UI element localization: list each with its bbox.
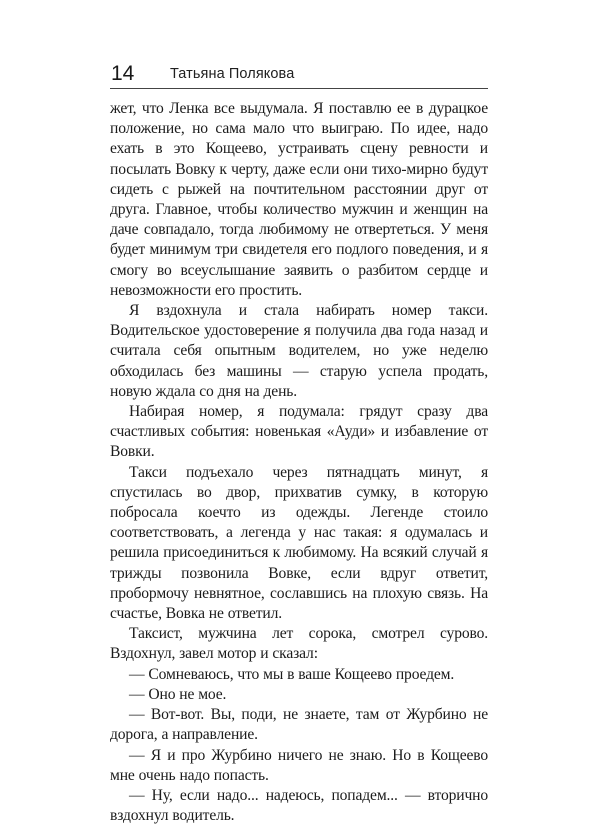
page-number: 14 xyxy=(111,62,135,85)
paragraph-4: Такси подъехало через пятнадцать минут, я спустилась во двор, прихватив сумку, в которую побросала коечто из одежды. Легенде стоило соответствовать, а легенда у нас такая: я одумалась и решила присоединиться к любимому. На всякий случай я трижды позвонила Вовке, если вдруг ответит, пробормочу невнятное, сославшись на плохую связь. На счастье, Вовка не ответил. xyxy=(110,463,488,623)
author-name: Татьяна Полякова xyxy=(170,66,295,82)
dialogue-line-2: — Оно не мое. xyxy=(129,685,227,703)
page-header xyxy=(110,57,488,91)
dialogue-line-4: — Я и про Журбино ничего не знаю. Но в Кощеево мне очень надо попасть. xyxy=(110,746,488,784)
paragraph-3: Набирая номер, я подумала: грядут сразу два счастливых события: новенькая «Ауди» и избавление от Вовки. xyxy=(110,403,488,461)
paragraph-2: Я вздохнула и стала набирать номер такси. Водительское удостоверение я получила два года назад и считала себя опытным водителем, но уже неделю обходилась без машины — старую успела продать, новую ждала со дня на день. xyxy=(110,302,488,400)
dialogue-line-3: — Вот-вот. Вы, поди, не знаете, там от Журбино не дорога, а направление. xyxy=(110,706,488,744)
dialogue-line-5: — Ну, если надо... надеюсь, попадем... — вторично вздохнул водитель. xyxy=(110,786,488,825)
dialogue-line-1: — Сомневаюсь, что мы в ваше Кощеево проедем. xyxy=(129,665,455,683)
header-divider xyxy=(110,88,488,89)
paragraph-1: жет, что Ленка все выдумала. Я поставлю ее в дурацкое положение, но сама мало что выиграю. По идее, надо ехать в это Кощеево, устраивать сцену ревности и посылать Вовку к черту, даже если они тихо-мирно будут сидеть с рыжей на почтительном расстоянии друг от друга. Главное, чтобы количество мужчин и женщин на даче совпадало, тогда любимому не отвертеться. У меня будет минимум три свидетеля его подлого поведения, и я смогу во всеуслышание заявить о разбитом сердце и невозможности его простить. xyxy=(110,100,488,299)
paragraph-5: Таксист, мужчина лет сорока, смотрел сурово. Вздохнул, завел мотор и сказал: xyxy=(110,625,488,663)
body-text xyxy=(110,99,488,826)
